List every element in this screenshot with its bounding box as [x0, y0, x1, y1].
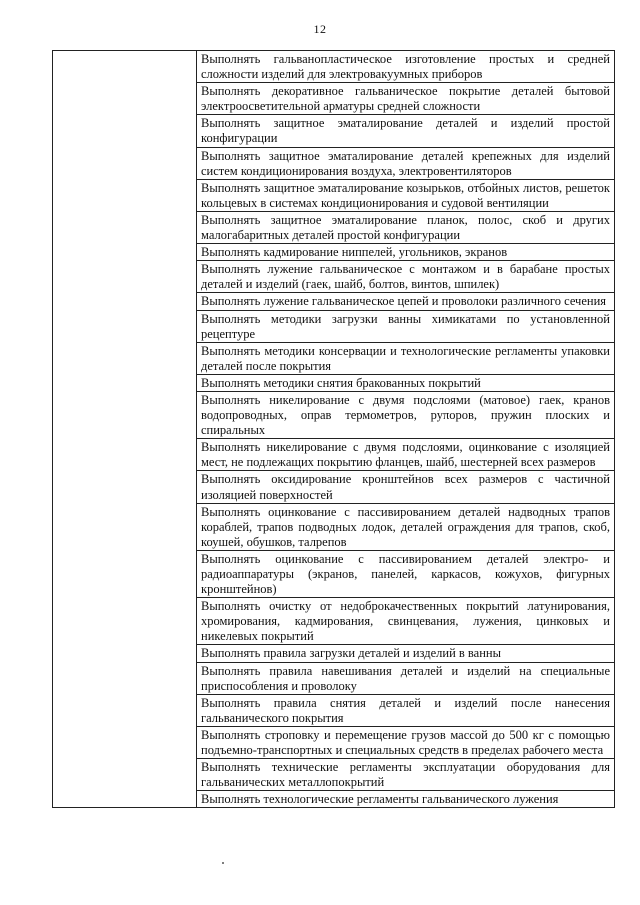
action-cell [197, 471, 615, 503]
page-number: 12 [313, 22, 327, 36]
action-cell [197, 115, 615, 147]
action-cell [197, 391, 615, 438]
action-text: Выполнять кадмирование ниппелей, угольников, экранов [201, 245, 508, 260]
action-text: Выполнять оксидирование кронштейнов всех размеров с частичной изоляцией поверхностей [201, 472, 610, 502]
action-cell [197, 261, 615, 293]
action-cell [197, 293, 615, 310]
action-text: Выполнять оцинкование с пассивированием деталей надводных трапов кораблей, трапов подводных лодок, деталей ограждения для трапов, скоб, коушей, обушков, талрепов [201, 504, 610, 549]
action-text: Выполнять методики консервации и технологические регламенты упаковки деталей после покрытия [201, 343, 610, 373]
action-cell [197, 244, 615, 261]
table-row [53, 51, 615, 83]
action-text: Выполнять защитное эматалирование деталей и изделий простой конфигурации [201, 116, 610, 146]
action-cell [197, 51, 615, 83]
action-text: Выполнять правила загрузки деталей и изделий в ванны [201, 646, 501, 661]
action-text: Выполнять защитное эматалирование козырьков, отбойных листов, решеток кольцевых в системах кондиционирования и судовой вентиляции [201, 180, 610, 210]
action-text: Выполнять правила навешивания деталей и изделий на специальные приспособления и проволоку [201, 663, 610, 693]
action-cell [197, 179, 615, 211]
action-text: Выполнять гальванопластическое изготовление простых и средней сложности изделий для электровакуумных приборов [201, 52, 610, 82]
action-cell [197, 598, 615, 645]
action-cell [197, 374, 615, 391]
action-cell [197, 759, 615, 791]
action-cell [197, 83, 615, 115]
skills-table [52, 50, 615, 808]
action-text: Выполнять лужение гальваническое с монтажом и в барабане простых деталей и изделий (гаек, шайб, болтов, винтов, шпилек) [201, 262, 610, 292]
action-text: Выполнять технологические регламенты гальванического лужения [201, 792, 559, 807]
action-cell [197, 147, 615, 179]
action-text: Выполнять методики снятия бракованных покрытий [201, 375, 481, 390]
action-text: Выполнять защитное эматалирование деталей крепежных для изделий систем кондиционирования воздуха, электровентиляторов [201, 148, 610, 178]
action-cell [197, 310, 615, 342]
action-cell [197, 645, 615, 662]
action-text: Выполнять оцинкование с пассивированием деталей электро- и радиоаппаратуры (экранов, панелей, каркасов, кожухов, фигурных кронштейнов) [201, 551, 610, 597]
action-text: Выполнять никелирование с двумя подслоями (матовое) гаек, кранов водопроводных, оправ термометров, руποров, пружин плоских и спиральных [201, 392, 610, 438]
action-text: Выполнять защитное эматалирование планок, полос, скоб и других малогабаритных деталей простой конфигурации [201, 212, 610, 243]
action-text: Выполнять никелирование с двумя подслоями, оцинкование с изоляцией мест, не подлежащих покрытию фланцев, шайб, шестерней всех размеров [201, 440, 610, 470]
action-cell [197, 662, 615, 694]
scan-speck [222, 862, 224, 864]
action-text: Выполнять технические регламенты эксплуатации оборудования для гальванических металлопокрытий [201, 760, 610, 790]
action-text: Выполнять строповку и перемещение грузов массой до 500 кг с помощью подъемно-транспортных и специальных средств в пределах рабочего места [201, 727, 610, 758]
left-column-cell [53, 51, 197, 808]
action-cell [197, 550, 615, 597]
action-cell [197, 342, 615, 374]
action-cell [197, 439, 615, 471]
action-cell [197, 503, 615, 550]
action-text: Выполнять очистку от недоброкачественных покрытий латунирования, хромирования, кадмирования, свинцевания, лужения, цинковых и никелевых покрытий [201, 599, 610, 644]
action-cell [197, 211, 615, 243]
skills-table-body [53, 51, 615, 808]
action-cell [197, 791, 615, 808]
action-cell [197, 726, 615, 758]
action-cell [197, 694, 615, 726]
action-text: Выполнять декоративное гальваническое покрытие деталей бытовой электроосветительной арматуры средней сложности [201, 84, 610, 114]
action-text: Выполнять правила снятия деталей и изделий после нанесения гальванического покрытия [201, 695, 610, 725]
action-text: Выполнять лужение гальваническое цепей и проволоки различного сечения [201, 294, 607, 309]
action-text: Выполнять методики загрузки ванны химикатами по установленной рецептуре [201, 311, 610, 341]
